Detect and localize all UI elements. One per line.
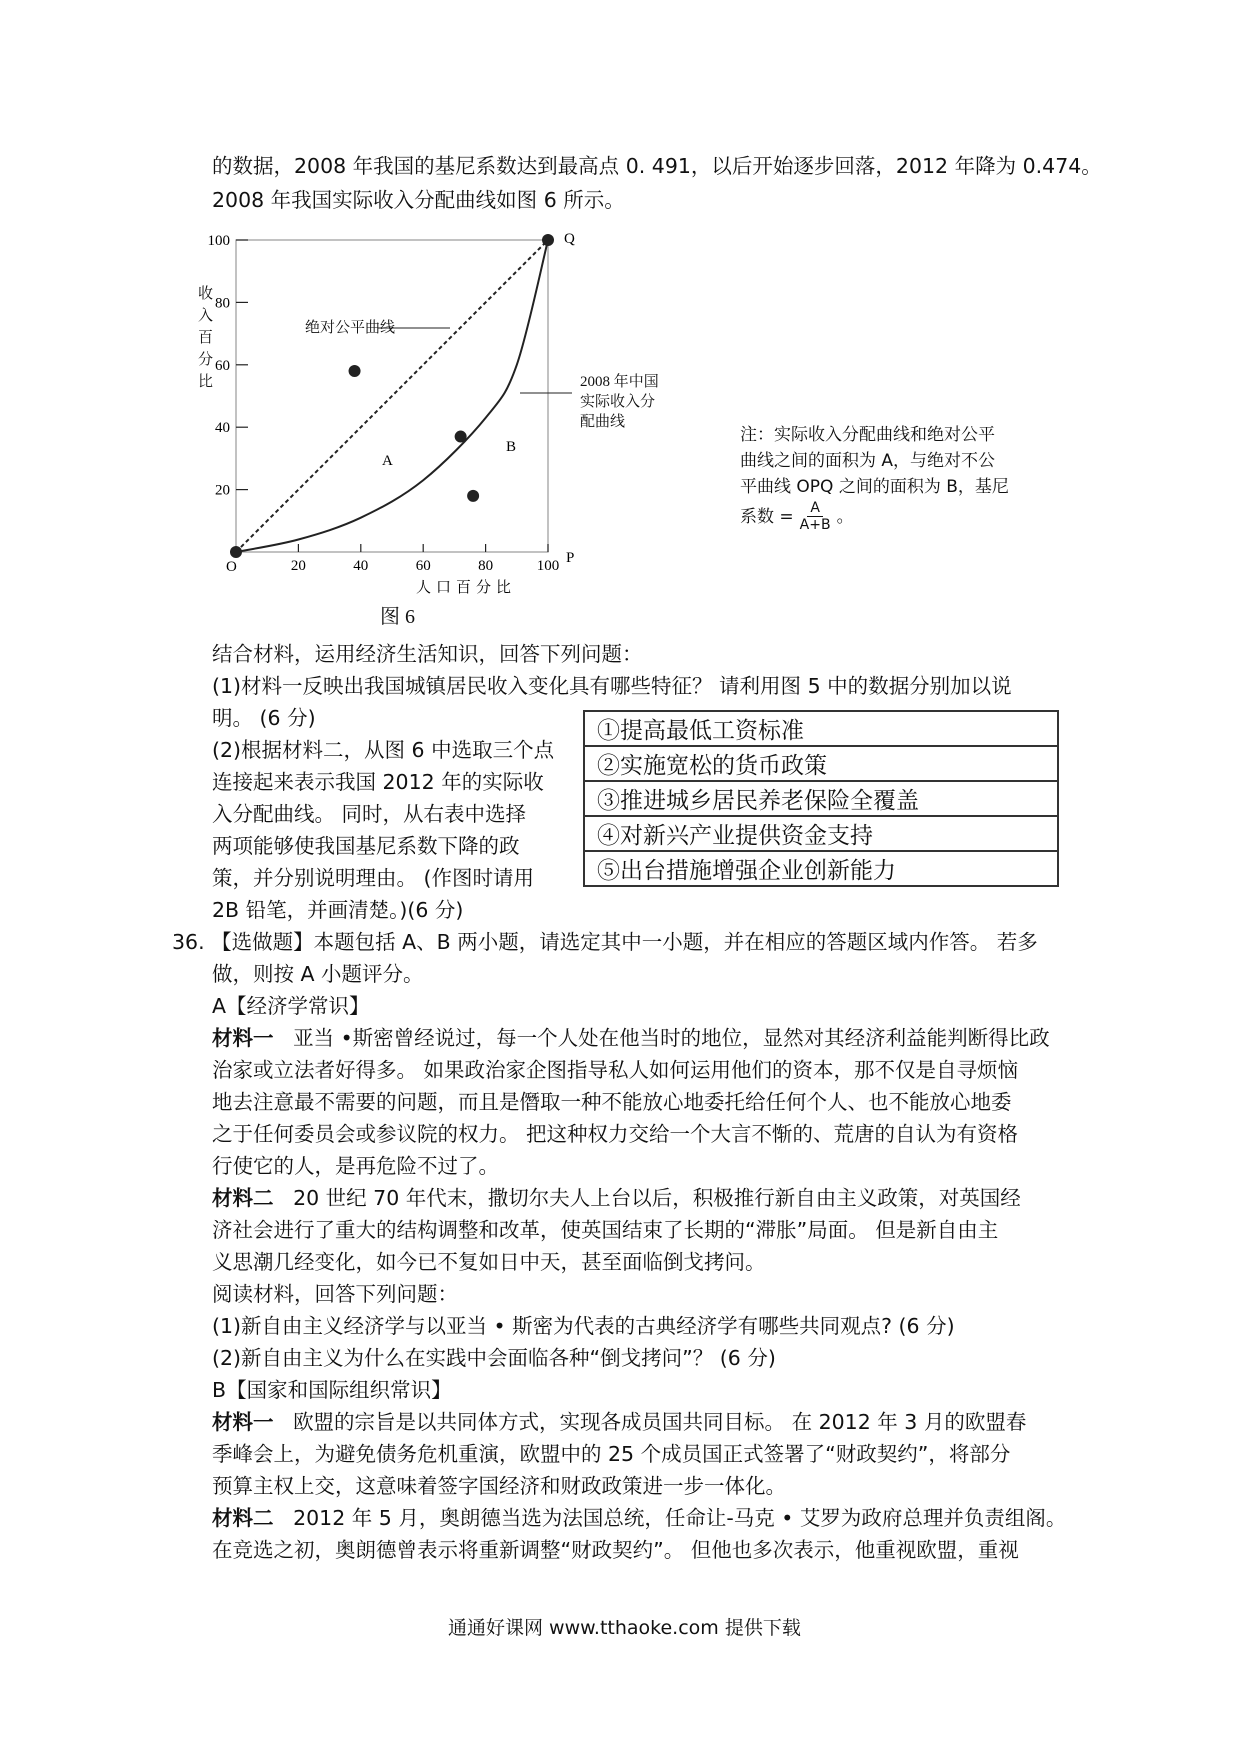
question-2-line-3: 入分配曲线。 同时，从右表中选择 [212,802,527,826]
figure-note [740,422,1009,533]
a-material-1-line-2: 治家或立法者好得多。 如果政治家企图指导私人如何运用他们的资本，那不仅是自寻烦恼 [212,1058,1019,1082]
policy-cell: ③推进城乡居民养老保险全覆盖 [584,781,1058,816]
a-material-1-line-4: 之于任何委员会或参议院的权力。 把这种权力交给一个大言不惭的、荒唐的自认为有资格 [212,1122,1019,1146]
policy-row [584,746,1058,781]
equality-curve-label: 绝对公平曲线 [305,320,396,336]
x-tick-label: 100 [536,558,560,574]
page-footer: 通通好课网 www.tthaoke.com 提供下载 [448,1617,801,1639]
data-point [455,431,467,443]
a-question-2: (2)新自由主义为什么在实践中会面临各种“倒戈拷问”？ (6 分) [212,1346,776,1370]
note-formula [740,500,1009,533]
a-material-1-line-3: 地去注意最不需要的问题，而且是僭取一种不能放心地委托给任何个人、也不能放心地委 [212,1090,1012,1114]
b-material-2-line-2: 在竞选之初，奥朗德曾表示将重新调整“财政契约”。 但他也多次表示，他重视欧盟，重视 [212,1538,1019,1562]
note-line-2: 曲线之间的面积为 A，与绝对不公 [740,451,996,471]
x-axis-label: 人口百分比 [416,580,517,596]
origin-point [230,546,242,558]
policy-row [584,816,1058,851]
data-point [467,490,479,502]
policy-row [584,851,1058,886]
note-fraction-numerator: A [807,500,823,517]
label-O: O [226,559,237,575]
policy-cell: ④对新兴产业提供资金支持 [584,816,1058,851]
policy-row [584,711,1058,746]
a-question-1: (1)新自由主义经济学与以亚当 • 斯密为代表的古典经济学有哪些共同观点? (6 分) [212,1314,955,1338]
b-material-2-line-1 [212,1504,1066,1532]
b-material-1-line-2: 季峰会上，为避免债务危机重演，欧盟中的 25 个成员国正式签署了“财政契约”，将部分 [212,1442,1011,1466]
x-axis-ticks [291,544,559,574]
label-area-B: B [506,439,517,455]
section-36-line-2: 做，则按 A 小题评分。 [212,962,424,986]
y-axis-label: 收入百分比 [198,286,214,390]
b-material-1-label: 材料一 [212,1410,274,1434]
b-material-2-label: 材料二 [212,1506,274,1530]
y-tick-label: 80 [215,295,230,312]
question-2-line-1: (2)根据材料二，从图 6 中选取三个点 [212,738,555,762]
intro-line-2: 2008 年我国实际收入分配曲线如图 6 所示。 [212,188,625,212]
actual-curve-label-line-1: 2008 年中国 [580,374,659,390]
policy-row [584,781,1058,816]
label-area-A: A [382,453,393,469]
a-material-2-text: 20 世纪 70 年代末，撒切尔夫人上台以后，积极推行新自由主义政策，对英国经 [293,1186,1021,1210]
x-tick-label: 80 [478,558,494,574]
equality-line [236,240,548,552]
b-material-1-line-1 [212,1408,1026,1436]
a-prompt: 阅读材料，回答下列问题： [212,1282,458,1306]
a-material-1-line-1 [212,1024,1050,1052]
x-tick-label: 40 [353,558,369,574]
y-tick-label: 40 [215,420,230,437]
a-material-1-label: 材料一 [212,1026,274,1050]
section-36-line-1: 36. 【选做题】本题包括 A、B 两小题，请选定其中一小题，并在相应的答题区域内作答。 若多 [172,930,1038,954]
y-tick-label: 20 [215,482,230,499]
x-tick-label: 20 [290,558,306,574]
note-fraction-denominator: A+B [799,517,831,533]
note-fraction [800,500,831,533]
question-1-line-2: 明。 (6 分) [212,706,316,730]
figure-caption: 图 6 [380,606,415,628]
question-2-line-6: 2B 铅笔，并画清楚。)(6 分) [212,898,464,922]
label-P: P [566,550,575,566]
section-a-title: A【经济学常识】 [212,994,370,1018]
policy-cell: ⑤出台措施增强企业创新能力 [584,851,1058,886]
b-material-1-text: 欧盟的宗旨是以共同体方式，实现各成员国共同目标。 在 2012 年 3 月的欧盟春 [293,1410,1027,1434]
note-formula-end: 。 [836,506,854,527]
a-material-2-label: 材料二 [212,1186,274,1210]
actual-curve-label-line-2: 实际收入分 [580,394,656,410]
actual-curve-label-line-3: 配曲线 [580,414,626,430]
question-2-line-2: 连接起来表示我国 2012 年的实际收 [212,770,544,794]
x-tick-label: 60 [415,558,431,574]
note-formula-prefix: 系数 = [740,506,794,527]
label-Q: Q [564,231,575,247]
a-material-2-line-1 [212,1184,1021,1212]
question-2-line-5: 策，并分别说明理由。 (作图时请用 [212,866,535,890]
a-material-1-line-5: 行使它的人，是再危险不过了。 [212,1154,499,1178]
intro-line-1: 的数据，2008 年我国的基尼系数达到最高点 0. 491，以后开始逐步回落，2012 年降为 0.474。 [212,154,1102,178]
endpoint-Q [542,234,554,246]
b-material-1-line-3: 预算主权上交，这意味着签字国经济和财政政策进一步一体化。 [212,1474,786,1498]
a-material-1-text: 亚当 •斯密曾经说过，每一个人处在他当时的地位，显然对其经济利益能判断得比政 [293,1026,1050,1050]
a-material-2-line-2: 济社会进行了重大的结构调整和改革，使英国结束了长期的“滞胀”局面。 但是新自由主 [212,1218,999,1242]
policy-cell: ②实施宽松的货币政策 [584,746,1058,781]
policy-table [583,710,1059,887]
question-2-line-4: 两项能够使我国基尼系数下降的政 [212,834,520,858]
question-1-line-1: (1)材料一反映出我国城镇居民收入变化具有哪些特征？ 请利用图 5 中的数据分别加以说 [212,674,1012,698]
y-tick-label: 60 [215,357,230,374]
a-material-2-line-3: 义思潮几经变化，如今已不复如日中天，甚至面临倒戈拷问。 [212,1250,766,1274]
actual-curve-label [580,372,659,432]
y-tick-label: 100 [207,233,230,249]
section-b-title: B【国家和国际组织常识】 [212,1378,452,1402]
b-material-2-text: 2012 年 5 月，奥朗德当选为法国总统，任命让-马克 • 艾罗为政府总理并负责组阁。 [293,1506,1067,1530]
policy-cell: ①提高最低工资标准 [584,711,1058,746]
data-point [349,365,361,377]
question-prompt: 结合材料，运用经济生活知识，回答下列问题： [212,642,643,666]
note-line-3: 平曲线 OPQ 之间的面积为 B，基尼 [740,477,1009,497]
note-line-1: 注：实际收入分配曲线和绝对公平 [740,425,995,445]
